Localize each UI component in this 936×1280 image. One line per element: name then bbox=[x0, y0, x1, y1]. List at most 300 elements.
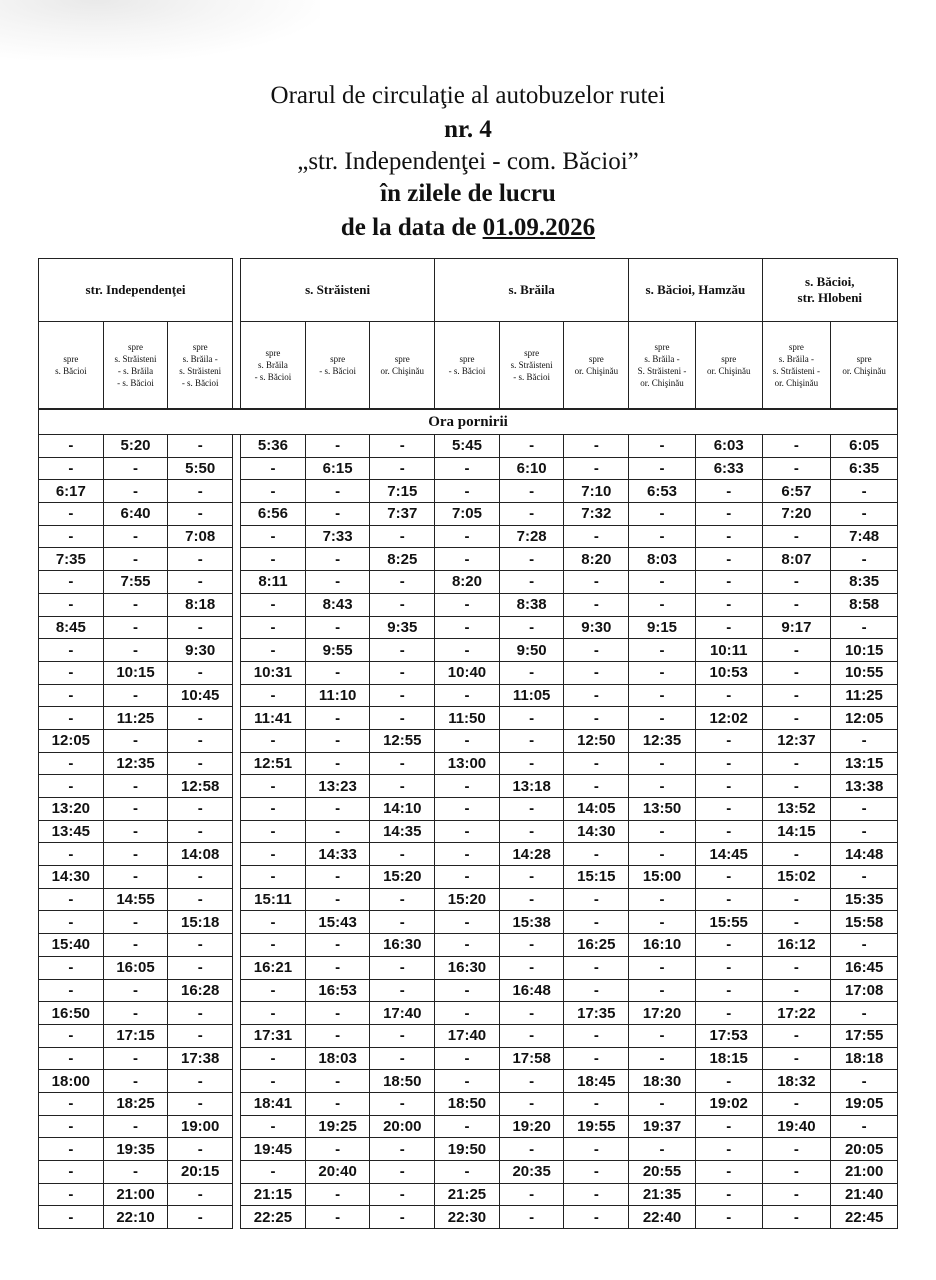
departure-time: 14:45 bbox=[695, 843, 762, 866]
departure-time: - bbox=[629, 435, 696, 458]
departure-time: 14:08 bbox=[168, 843, 233, 866]
departure-time: - bbox=[370, 911, 435, 934]
table-row bbox=[39, 616, 898, 639]
departure-time: 15:20 bbox=[370, 866, 435, 889]
departure-time: - bbox=[241, 684, 306, 707]
departure-time: 7:28 bbox=[499, 525, 564, 548]
departure-time: - bbox=[103, 1115, 168, 1138]
direction-header: spre - s. Băcioi bbox=[305, 322, 370, 410]
departure-time: 19:40 bbox=[762, 1115, 831, 1138]
departure-time: - bbox=[629, 684, 696, 707]
departure-time: - bbox=[168, 1206, 233, 1229]
departure-time: 19:05 bbox=[831, 1092, 898, 1115]
departure-time: 16:21 bbox=[241, 956, 306, 979]
table-row bbox=[39, 1092, 898, 1115]
column-gap bbox=[233, 707, 241, 730]
departure-time: - bbox=[241, 1002, 306, 1025]
departure-time: 13:50 bbox=[629, 798, 696, 821]
departure-time: - bbox=[241, 593, 306, 616]
departure-time: - bbox=[435, 843, 500, 866]
departure-time: - bbox=[305, 1024, 370, 1047]
departure-time: - bbox=[695, 1070, 762, 1093]
departure-time: 12:05 bbox=[831, 707, 898, 730]
departure-time: - bbox=[499, 1138, 564, 1161]
departure-time: 20:00 bbox=[370, 1115, 435, 1138]
departure-time: 17:35 bbox=[564, 1002, 629, 1025]
departure-time: - bbox=[103, 1047, 168, 1070]
departure-time: - bbox=[168, 1183, 233, 1206]
departure-time: - bbox=[103, 911, 168, 934]
column-gap bbox=[233, 934, 241, 957]
departure-time: 11:10 bbox=[305, 684, 370, 707]
departure-time: - bbox=[499, 729, 564, 752]
departure-time: - bbox=[370, 684, 435, 707]
departure-time: 7:08 bbox=[168, 525, 233, 548]
departure-time: - bbox=[103, 775, 168, 798]
departure-time: 20:05 bbox=[831, 1138, 898, 1161]
departure-time: - bbox=[370, 1138, 435, 1161]
departure-time: 19:00 bbox=[168, 1115, 233, 1138]
column-gap bbox=[233, 457, 241, 480]
departure-time: 8:35 bbox=[831, 571, 898, 594]
departure-time: 16:12 bbox=[762, 934, 831, 957]
table-row bbox=[39, 435, 898, 458]
departure-time: - bbox=[564, 457, 629, 480]
departure-time: - bbox=[305, 548, 370, 571]
departure-time: - bbox=[168, 752, 233, 775]
column-gap bbox=[233, 888, 241, 911]
departure-time: 7:48 bbox=[831, 525, 898, 548]
departure-time: 9:35 bbox=[370, 616, 435, 639]
departure-time: - bbox=[241, 639, 306, 662]
departure-time: - bbox=[305, 1092, 370, 1115]
departure-time: 17:58 bbox=[499, 1047, 564, 1070]
departure-time: - bbox=[168, 888, 233, 911]
departure-time: - bbox=[39, 775, 104, 798]
departure-time: 16:28 bbox=[168, 979, 233, 1002]
departure-time: - bbox=[305, 1183, 370, 1206]
departure-time: - bbox=[241, 775, 306, 798]
table-row bbox=[39, 956, 898, 979]
departure-time: - bbox=[305, 480, 370, 503]
departure-time: - bbox=[103, 457, 168, 480]
departure-time: - bbox=[370, 888, 435, 911]
departure-time: - bbox=[762, 707, 831, 730]
departure-time: - bbox=[305, 503, 370, 526]
departure-time: - bbox=[241, 480, 306, 503]
departure-time: 7:55 bbox=[103, 571, 168, 594]
departure-time: - bbox=[168, 866, 233, 889]
departure-time: - bbox=[39, 979, 104, 1002]
departure-time: 14:48 bbox=[831, 843, 898, 866]
departure-time: 5:45 bbox=[435, 435, 500, 458]
departure-time: - bbox=[39, 593, 104, 616]
departure-time: - bbox=[39, 639, 104, 662]
departure-time: 17:22 bbox=[762, 1002, 831, 1025]
table-row bbox=[39, 571, 898, 594]
departure-time: - bbox=[370, 752, 435, 775]
departure-time: - bbox=[241, 457, 306, 480]
departure-time: 19:20 bbox=[499, 1115, 564, 1138]
departure-time: - bbox=[370, 639, 435, 662]
departure-time: - bbox=[499, 866, 564, 889]
direction-header-row bbox=[39, 322, 898, 410]
departure-time: - bbox=[499, 1070, 564, 1093]
table-row bbox=[39, 752, 898, 775]
departure-time: - bbox=[103, 593, 168, 616]
departure-time: 16:25 bbox=[564, 934, 629, 957]
departure-time: - bbox=[103, 639, 168, 662]
departure-time: - bbox=[435, 820, 500, 843]
departure-time: - bbox=[241, 1161, 306, 1184]
departure-time: 18:18 bbox=[831, 1047, 898, 1070]
departure-time: - bbox=[499, 1024, 564, 1047]
departure-time: - bbox=[695, 1138, 762, 1161]
departure-time: - bbox=[564, 1206, 629, 1229]
column-gap bbox=[233, 435, 241, 458]
table-row bbox=[39, 1138, 898, 1161]
departure-time: 8:58 bbox=[831, 593, 898, 616]
departure-time: - bbox=[762, 1138, 831, 1161]
departure-time: 15:40 bbox=[39, 934, 104, 957]
departure-time: - bbox=[168, 1024, 233, 1047]
departure-time: 19:35 bbox=[103, 1138, 168, 1161]
departure-time: - bbox=[695, 1002, 762, 1025]
departure-time: 6:56 bbox=[241, 503, 306, 526]
departure-time: 8:25 bbox=[370, 548, 435, 571]
departure-time: 17:40 bbox=[435, 1024, 500, 1047]
departure-time: 15:00 bbox=[629, 866, 696, 889]
departure-time: 12:35 bbox=[629, 729, 696, 752]
departure-time: - bbox=[168, 480, 233, 503]
column-gap bbox=[233, 1138, 241, 1161]
departure-time: 21:35 bbox=[629, 1183, 696, 1206]
departure-time: - bbox=[564, 435, 629, 458]
effective-date-line bbox=[0, 212, 936, 244]
departure-time: - bbox=[103, 548, 168, 571]
departure-time: 13:52 bbox=[762, 798, 831, 821]
departure-time: - bbox=[695, 525, 762, 548]
departure-time: - bbox=[370, 1183, 435, 1206]
departure-time: - bbox=[39, 525, 104, 548]
departure-time: - bbox=[499, 934, 564, 957]
table-row bbox=[39, 593, 898, 616]
departure-time: 9:55 bbox=[305, 639, 370, 662]
departure-time: 15:35 bbox=[831, 888, 898, 911]
departure-time: - bbox=[370, 1047, 435, 1070]
departure-time: 13:38 bbox=[831, 775, 898, 798]
departure-time: - bbox=[831, 798, 898, 821]
departure-time: - bbox=[39, 457, 104, 480]
departure-time: - bbox=[762, 457, 831, 480]
table-row bbox=[39, 820, 898, 843]
departure-time: - bbox=[564, 707, 629, 730]
departure-time: - bbox=[499, 480, 564, 503]
departure-time: 8:07 bbox=[762, 548, 831, 571]
departure-time: - bbox=[629, 457, 696, 480]
departure-time: - bbox=[305, 1206, 370, 1229]
departure-time: - bbox=[241, 911, 306, 934]
departure-time: - bbox=[241, 934, 306, 957]
departure-time: - bbox=[629, 911, 696, 934]
departure-time: - bbox=[695, 593, 762, 616]
departure-time: - bbox=[168, 1070, 233, 1093]
departure-time: 7:35 bbox=[39, 548, 104, 571]
table-row bbox=[39, 1183, 898, 1206]
column-gap bbox=[233, 956, 241, 979]
departure-time: 22:30 bbox=[435, 1206, 500, 1229]
table-row bbox=[39, 548, 898, 571]
departure-time: 14:15 bbox=[762, 820, 831, 843]
departure-time: - bbox=[695, 1183, 762, 1206]
departure-time: - bbox=[39, 843, 104, 866]
departure-time: 7:20 bbox=[762, 503, 831, 526]
departure-time: 18:00 bbox=[39, 1070, 104, 1093]
departure-time: - bbox=[695, 888, 762, 911]
departure-time: - bbox=[762, 911, 831, 934]
table-row bbox=[39, 457, 898, 480]
table-row bbox=[39, 1047, 898, 1070]
departure-time: - bbox=[370, 1206, 435, 1229]
departure-time: 10:15 bbox=[103, 661, 168, 684]
departure-time: - bbox=[762, 1206, 831, 1229]
departure-time: - bbox=[168, 548, 233, 571]
departure-time: - bbox=[39, 888, 104, 911]
departure-time: - bbox=[695, 548, 762, 571]
departure-time: 6:03 bbox=[695, 435, 762, 458]
direction-header: spre s. Brăila - s. Străisteni - or. Chişinău bbox=[762, 322, 831, 410]
departure-time: - bbox=[39, 1024, 104, 1047]
departure-time: - bbox=[370, 435, 435, 458]
column-gap bbox=[233, 684, 241, 707]
departure-time: - bbox=[305, 1070, 370, 1093]
stop-header: s. Străisteni bbox=[241, 259, 435, 322]
departure-time: 14:35 bbox=[370, 820, 435, 843]
departure-time: - bbox=[629, 1047, 696, 1070]
departure-time: - bbox=[435, 684, 500, 707]
departure-time: - bbox=[435, 1115, 500, 1138]
departure-time: - bbox=[305, 820, 370, 843]
departure-time: - bbox=[370, 571, 435, 594]
departure-time: 11:25 bbox=[831, 684, 898, 707]
departure-time: 15:43 bbox=[305, 911, 370, 934]
departure-time: 11:41 bbox=[241, 707, 306, 730]
departure-time: - bbox=[435, 480, 500, 503]
column-gap bbox=[233, 1092, 241, 1115]
departure-time: - bbox=[103, 729, 168, 752]
departure-time: 17:53 bbox=[695, 1024, 762, 1047]
table-row bbox=[39, 934, 898, 957]
departure-time: - bbox=[241, 1115, 306, 1138]
departure-time: - bbox=[762, 956, 831, 979]
departure-time: 15:38 bbox=[499, 911, 564, 934]
departure-time: - bbox=[39, 1138, 104, 1161]
departure-time: - bbox=[499, 956, 564, 979]
departure-time: 11:50 bbox=[435, 707, 500, 730]
departure-time: - bbox=[762, 775, 831, 798]
departure-time: - bbox=[435, 1161, 500, 1184]
direction-header: spre s. Brăila - s. Străisteni - s. Băcioi bbox=[168, 322, 233, 410]
departure-time: - bbox=[499, 1183, 564, 1206]
departure-time: - bbox=[39, 503, 104, 526]
departure-time: 19:55 bbox=[564, 1115, 629, 1138]
departure-time: - bbox=[39, 911, 104, 934]
departure-time: - bbox=[370, 707, 435, 730]
column-gap bbox=[233, 661, 241, 684]
departure-time: - bbox=[564, 979, 629, 1002]
departure-time: - bbox=[762, 525, 831, 548]
departure-time: 16:53 bbox=[305, 979, 370, 1002]
stop-header: str. Independenţei bbox=[39, 259, 233, 322]
table-row bbox=[39, 979, 898, 1002]
departure-time: 15:02 bbox=[762, 866, 831, 889]
departure-time: - bbox=[762, 639, 831, 662]
direction-header: spre or. Chişinău bbox=[831, 322, 898, 410]
departure-time: 18:25 bbox=[103, 1092, 168, 1115]
departure-time: 18:30 bbox=[629, 1070, 696, 1093]
departure-time: - bbox=[435, 616, 500, 639]
departure-time: - bbox=[168, 956, 233, 979]
departure-time: 20:40 bbox=[305, 1161, 370, 1184]
departure-time: 20:55 bbox=[629, 1161, 696, 1184]
departure-time: - bbox=[435, 798, 500, 821]
departure-time: - bbox=[435, 1002, 500, 1025]
departure-time: - bbox=[168, 571, 233, 594]
departure-time: 14:05 bbox=[564, 798, 629, 821]
departure-time: - bbox=[629, 1138, 696, 1161]
departure-time: 8:43 bbox=[305, 593, 370, 616]
departure-time: - bbox=[305, 661, 370, 684]
departure-time: - bbox=[168, 934, 233, 957]
departure-time: - bbox=[103, 480, 168, 503]
departure-time: 8:45 bbox=[39, 616, 104, 639]
departure-time: - bbox=[370, 1161, 435, 1184]
departure-time: 13:45 bbox=[39, 820, 104, 843]
departure-time: - bbox=[370, 843, 435, 866]
departure-time: - bbox=[168, 1002, 233, 1025]
departure-time: - bbox=[564, 1183, 629, 1206]
departure-time: 6:05 bbox=[831, 435, 898, 458]
departure-time: - bbox=[435, 639, 500, 662]
departure-time: - bbox=[305, 729, 370, 752]
departure-time: - bbox=[499, 571, 564, 594]
departure-time: - bbox=[564, 911, 629, 934]
departure-time: - bbox=[831, 480, 898, 503]
departure-time: - bbox=[39, 661, 104, 684]
departure-time: - bbox=[564, 571, 629, 594]
departure-time: - bbox=[831, 616, 898, 639]
departure-time: - bbox=[241, 820, 306, 843]
departure-time: - bbox=[39, 707, 104, 730]
departure-time: 16:30 bbox=[370, 934, 435, 957]
departure-time: 17:20 bbox=[629, 1002, 696, 1025]
departure-time: - bbox=[370, 956, 435, 979]
departure-time: - bbox=[762, 1024, 831, 1047]
schedule-days: în zilele de lucru bbox=[380, 180, 556, 207]
column-gap bbox=[233, 979, 241, 1002]
departure-time: - bbox=[241, 525, 306, 548]
departure-time: 9:17 bbox=[762, 616, 831, 639]
departure-time: 15:20 bbox=[435, 888, 500, 911]
table-row bbox=[39, 684, 898, 707]
departure-time: 18:03 bbox=[305, 1047, 370, 1070]
departure-time: - bbox=[241, 729, 306, 752]
departure-time: - bbox=[564, 956, 629, 979]
departure-time: - bbox=[103, 616, 168, 639]
departure-time: - bbox=[695, 571, 762, 594]
departure-time: 19:25 bbox=[305, 1115, 370, 1138]
column-gap bbox=[233, 480, 241, 503]
departure-time: 22:45 bbox=[831, 1206, 898, 1229]
departure-time: - bbox=[629, 503, 696, 526]
departure-time: 14:55 bbox=[103, 888, 168, 911]
table-row bbox=[39, 911, 898, 934]
direction-header: spre s. Băcioi bbox=[39, 322, 104, 410]
departure-time: 14:28 bbox=[499, 843, 564, 866]
departure-time: - bbox=[168, 707, 233, 730]
departure-time: 6:35 bbox=[831, 457, 898, 480]
stop-header-row bbox=[39, 259, 898, 322]
departure-time: 12:37 bbox=[762, 729, 831, 752]
departure-time: 10:31 bbox=[241, 661, 306, 684]
column-gap bbox=[233, 548, 241, 571]
departure-time: - bbox=[241, 843, 306, 866]
departure-time: 21:00 bbox=[103, 1183, 168, 1206]
departure-time: - bbox=[831, 729, 898, 752]
departure-time: 9:30 bbox=[168, 639, 233, 662]
departure-time: 19:02 bbox=[695, 1092, 762, 1115]
departure-time: 20:35 bbox=[499, 1161, 564, 1184]
departure-time: - bbox=[564, 775, 629, 798]
column-gap bbox=[233, 1070, 241, 1093]
departure-time: - bbox=[241, 1070, 306, 1093]
column-gap bbox=[233, 1002, 241, 1025]
departure-time: 14:30 bbox=[564, 820, 629, 843]
departure-time: 10:53 bbox=[695, 661, 762, 684]
timetable bbox=[38, 258, 898, 1229]
schedule-title: Orarul de circulaţie al autobuzelor rutei bbox=[270, 82, 666, 109]
departure-time: 19:37 bbox=[629, 1115, 696, 1138]
departure-time: - bbox=[435, 548, 500, 571]
departure-time: 21:00 bbox=[831, 1161, 898, 1184]
departure-time: 7:10 bbox=[564, 480, 629, 503]
departure-time: - bbox=[103, 1161, 168, 1184]
departure-time: - bbox=[370, 525, 435, 548]
column-gap bbox=[233, 639, 241, 662]
table-row bbox=[39, 866, 898, 889]
departure-time: - bbox=[629, 979, 696, 1002]
departure-time: 6:10 bbox=[499, 457, 564, 480]
departure-time: - bbox=[762, 888, 831, 911]
departure-time: - bbox=[435, 775, 500, 798]
departure-time: - bbox=[695, 480, 762, 503]
departure-time: 18:50 bbox=[435, 1092, 500, 1115]
departure-time: 7:32 bbox=[564, 503, 629, 526]
departure-time: 9:50 bbox=[499, 639, 564, 662]
column-gap bbox=[233, 843, 241, 866]
table-row bbox=[39, 503, 898, 526]
departure-time: - bbox=[831, 548, 898, 571]
departure-time: - bbox=[629, 525, 696, 548]
departure-time: - bbox=[564, 888, 629, 911]
departure-time: 14:10 bbox=[370, 798, 435, 821]
table-row bbox=[39, 1002, 898, 1025]
table-row bbox=[39, 729, 898, 752]
departure-time: - bbox=[762, 979, 831, 1002]
direction-header: spre - s. Băcioi bbox=[435, 322, 500, 410]
departure-time: - bbox=[762, 435, 831, 458]
departure-time: 8:11 bbox=[241, 571, 306, 594]
